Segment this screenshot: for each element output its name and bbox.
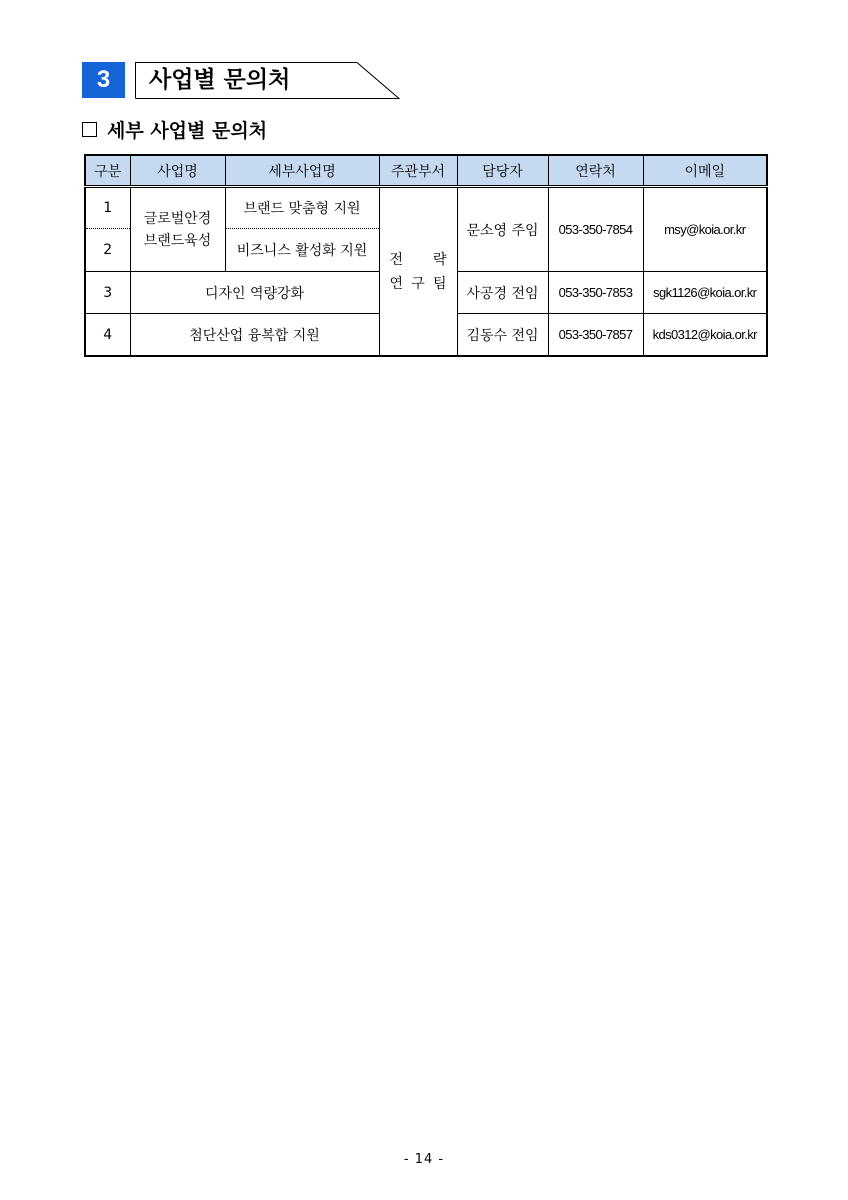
row-number: 2: [85, 229, 130, 272]
department-line1: [380, 248, 457, 272]
row-number: 1: [85, 187, 130, 229]
department-char: 구: [411, 275, 425, 292]
page-number: - 14 -: [403, 1152, 445, 1167]
department-char: 략: [432, 251, 447, 268]
header-department: 주관부서: [379, 155, 457, 187]
header-person: 담당자: [457, 155, 548, 187]
detail-name: 브랜드 맞춤형 지원: [225, 187, 379, 229]
header-no: 구분: [85, 155, 130, 187]
business-name-cell: [130, 187, 225, 272]
header-detail: 세부사업명: [225, 155, 379, 187]
department-cell: [379, 187, 457, 357]
section-title: 사업별 문의처: [149, 67, 291, 93]
section-title-box: [135, 62, 401, 99]
header-email: 이메일: [643, 155, 767, 187]
contact-person: 사공경 전임: [457, 272, 548, 314]
section-number-badge: 3: [82, 62, 125, 98]
row-number: 3: [85, 272, 130, 314]
square-bullet-icon: [82, 122, 97, 137]
detail-name: 디자인 역량강화: [130, 272, 379, 314]
header-phone: 연락처: [548, 155, 643, 187]
row-number: 4: [85, 314, 130, 357]
contact-table: [84, 154, 768, 357]
business-name-line1: 글로벌안경: [143, 210, 212, 227]
contact-phone: 053-350-7854: [548, 187, 643, 272]
department-char: 연: [389, 275, 404, 292]
contact-person: 김동수 전임: [457, 314, 548, 357]
department-line2: [380, 272, 457, 296]
detail-name: 첨단산업 융복합 지원: [130, 314, 379, 357]
subheading-text: 세부 사업별 문의처: [107, 119, 268, 142]
section-header: [82, 62, 402, 100]
table-header-row: [85, 155, 767, 187]
header-business: 사업명: [130, 155, 225, 187]
subheading: [82, 116, 267, 142]
contact-email[interactable]: kds0312@koia.or.kr: [643, 314, 767, 357]
contact-email[interactable]: sgk1126@koia.or.kr: [643, 272, 767, 314]
department-char: 전: [389, 251, 404, 268]
detail-name: 비즈니스 활성화 지원: [225, 229, 379, 272]
department-char: 팀: [432, 275, 447, 292]
contact-person: 문소영 주임: [457, 187, 548, 272]
contact-phone: 053-350-7853: [548, 272, 643, 314]
business-name-line2: 브랜드육성: [143, 232, 212, 249]
contact-phone: 053-350-7857: [548, 314, 643, 357]
contact-email[interactable]: msy@koia.or.kr: [643, 187, 767, 272]
table-row: [85, 187, 767, 229]
